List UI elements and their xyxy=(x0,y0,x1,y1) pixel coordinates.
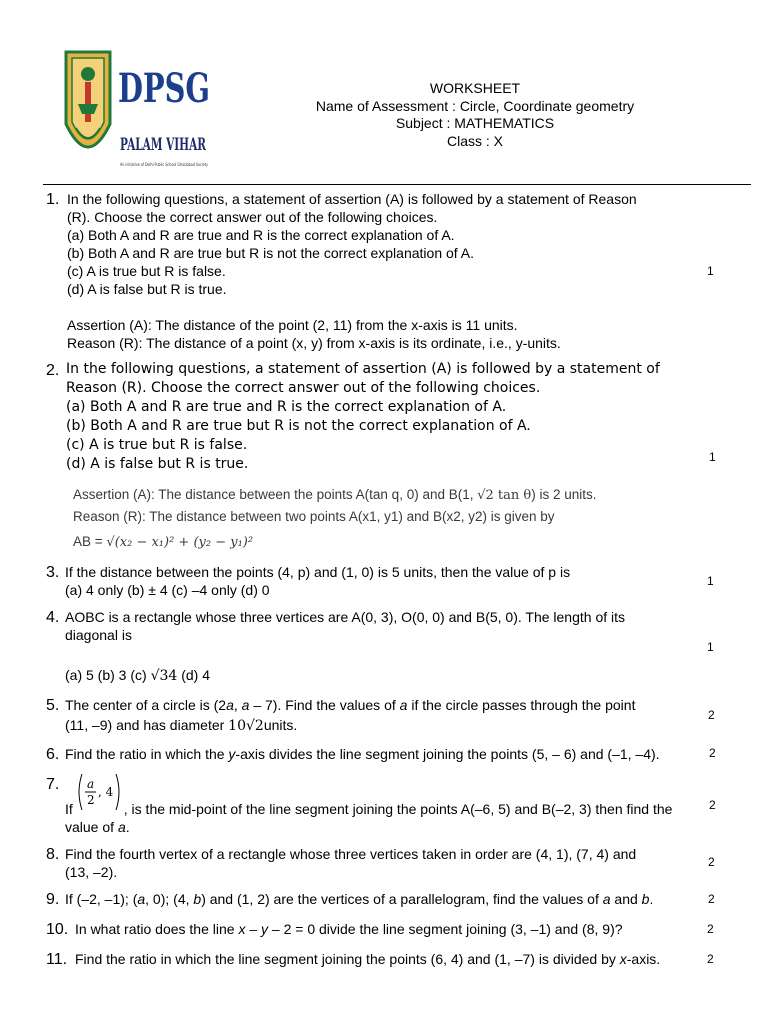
text: Find the ratio in which the line segment joining the points (6, 4) and (1, –7) is divided by xyxy=(75,951,620,967)
variable: a xyxy=(117,819,126,835)
math-value: 10√2 xyxy=(228,718,264,734)
variable: a xyxy=(241,697,250,713)
header-title: WORKSHEET xyxy=(429,80,521,96)
variable: b xyxy=(193,891,202,907)
text: ) and (1, 2) are the vertices of a parallelogram, find the values of xyxy=(201,891,603,907)
header-class: Class : X xyxy=(446,132,503,149)
question-number: 1. xyxy=(46,191,60,208)
reason: Reason (R): The distance between two points A(x1, y1) and B(x2, y2) is given by xyxy=(73,509,555,524)
assertion: Assertion (A): The distance of the point (2, 11) from the x-axis is 11 units. xyxy=(67,317,518,333)
question-line: (13, –2). xyxy=(65,864,118,880)
assertion-text-end: ) is 2 units. xyxy=(531,487,597,502)
question-line: (R). Choose the correct answer out of the following choices. xyxy=(67,209,438,225)
math-sqrt: √34 xyxy=(150,668,178,684)
text: value of xyxy=(65,819,118,835)
marks: 1 xyxy=(707,574,714,588)
assertion xyxy=(73,484,597,506)
question-2-statements xyxy=(73,484,597,553)
marks: 2 xyxy=(709,798,716,812)
question-number: 5. xyxy=(46,697,60,714)
question-line xyxy=(65,716,635,735)
marks: 2 xyxy=(707,922,714,936)
text: – 2 = 0 divide the line segment joining (3, –1) and (8, 9)? xyxy=(268,921,623,937)
question-line: In the following questions, a statement of assertion (A) is followed by a statement of Reason xyxy=(67,191,637,207)
assertion-text: Assertion (A): The distance between the points A(tan q, 0) and B(1, xyxy=(73,487,478,502)
question-11-text xyxy=(75,950,660,968)
question-line: diagonal is xyxy=(65,627,132,643)
variable: a xyxy=(226,697,234,713)
variable: y xyxy=(228,746,236,762)
text: If (–2, –1); ( xyxy=(65,891,138,907)
text: , is the mid-point of the line segment joining the points A(–6, 5) and B(–2, 3) then find the xyxy=(123,801,673,817)
question-line: AOBC is a rectangle whose three vertices are A(0, 3), O(0, 0) and B(5, 0). The length of its xyxy=(65,609,626,625)
option-b: (b) Both A and R are true but R is not the correct explanation of A. xyxy=(66,418,531,434)
reason: Reason (R): The distance of a point (x, y) from x-axis is its ordinate, i.e., y-units. xyxy=(67,335,561,351)
text: Find the ratio in which the xyxy=(65,746,229,762)
question-number: 7. xyxy=(46,776,60,793)
options: (a) 4 only (b) ± 4 (c) –4 only (d) 0 xyxy=(65,582,270,598)
formula-rhs: √(x₂ − x₁)² + (y₂ − y₁)² xyxy=(106,535,254,550)
question-number: 10. xyxy=(46,921,69,938)
question-4-options xyxy=(65,666,210,685)
options: (a) 5 (b) 3 (c) xyxy=(65,667,147,683)
text: . xyxy=(649,891,654,907)
svg-text:a: a xyxy=(87,777,95,791)
text: -axis. xyxy=(626,951,661,967)
option-c: (c) A is true but R is false. xyxy=(66,437,248,453)
question-number: 4. xyxy=(46,609,60,626)
variable: a xyxy=(399,697,408,713)
question-5-text xyxy=(65,696,635,735)
question-number: 8. xyxy=(46,846,60,863)
question-line xyxy=(65,696,635,714)
question-line xyxy=(65,800,672,818)
variable: b xyxy=(641,891,650,907)
text: , 0); (4, xyxy=(145,891,194,907)
assertion-math: √2 tan θ xyxy=(477,488,532,503)
worksheet-header xyxy=(290,80,660,150)
text: The center of a circle is (2 xyxy=(65,697,227,713)
question-line xyxy=(65,818,672,836)
question-8-text xyxy=(65,845,636,881)
option-d: (d) A is false but R is true. xyxy=(67,281,227,297)
svg-text:PALAM VIHAR: PALAM VIHAR xyxy=(120,135,207,155)
question-number: 3. xyxy=(46,564,60,581)
text: If xyxy=(65,801,73,817)
text: units. xyxy=(263,717,298,733)
question-number: 11. xyxy=(46,951,68,968)
text: if the circle passes through the point xyxy=(407,697,636,713)
marks: 1 xyxy=(707,640,714,654)
distance-formula xyxy=(73,531,597,553)
marks: 2 xyxy=(708,855,715,869)
question-2-text xyxy=(66,360,660,474)
question-line: Reason (R). Choose the correct answer out of the following choices. xyxy=(66,380,541,396)
marks: 2 xyxy=(708,708,715,722)
question-4-text xyxy=(65,608,625,644)
header-assessment: Name of Assessment : Circle, Coordinate geometry xyxy=(315,97,635,114)
school-logo xyxy=(60,44,220,174)
school-crest-icon xyxy=(60,44,220,174)
variable: x xyxy=(619,951,627,967)
variable: a xyxy=(137,891,146,907)
question-6-text xyxy=(65,745,660,763)
variable: a xyxy=(602,891,611,907)
marks: 1 xyxy=(707,264,714,278)
options-end: (d) 4 xyxy=(181,667,211,683)
marks: 2 xyxy=(708,892,715,906)
text: In what ratio does the line xyxy=(75,921,239,937)
question-number: 2. xyxy=(46,362,60,379)
variable: x – y xyxy=(238,921,269,937)
marks: 2 xyxy=(709,746,716,760)
formula-lhs: AB = xyxy=(73,534,103,549)
svg-text:, 4: , 4 xyxy=(98,785,114,799)
option-a: (a) Both A and R are true and R is the correct explanation of A. xyxy=(66,399,507,415)
text: (11, –9) and has diameter xyxy=(65,717,225,733)
question-3-text xyxy=(65,563,570,599)
svg-text:DPSG: DPSG xyxy=(118,65,210,112)
text: and xyxy=(610,891,642,907)
text: . xyxy=(125,819,130,835)
question-number: 6. xyxy=(46,746,60,763)
option-b: (b) Both A and R are true but R is not the correct explanation of A. xyxy=(67,245,475,261)
text: – 7). Find the values of xyxy=(249,697,400,713)
text: -axis divides the line segment joining the points (5, – 6) and (–1, –4). xyxy=(235,746,660,762)
question-1-statements xyxy=(67,316,561,352)
svg-text:An initiative of Delhi Public: An initiative of Delhi Public School Ghaziabad Society xyxy=(120,162,209,167)
header-divider xyxy=(43,184,751,185)
question-line: In the following questions, a statement of assertion (A) is followed by a statement of xyxy=(66,361,660,377)
option-c: (c) A is true but R is false. xyxy=(67,263,226,279)
option-d: (d) A is false but R is true. xyxy=(66,456,249,472)
marks: 1 xyxy=(709,450,716,464)
question-7-text xyxy=(65,800,672,836)
question-line: Find the fourth vertex of a rectangle whose three vertices taken in order are (4, 1), (7, 4) and xyxy=(65,846,637,862)
svg-text:2: 2 xyxy=(87,793,95,807)
text: , xyxy=(233,697,242,713)
header-subject: Subject : MATHEMATICS xyxy=(395,115,555,131)
marks: 2 xyxy=(707,952,714,966)
option-a: (a) Both A and R are true and R is the correct explanation of A. xyxy=(67,227,455,243)
question-9-text xyxy=(65,890,653,908)
question-number: 9. xyxy=(46,891,60,908)
question-10-text xyxy=(75,920,623,938)
question-1-text xyxy=(67,190,637,298)
question-line: If the distance between the points (4, p) and (1, 0) is 5 units, then the value of p is xyxy=(65,564,571,580)
